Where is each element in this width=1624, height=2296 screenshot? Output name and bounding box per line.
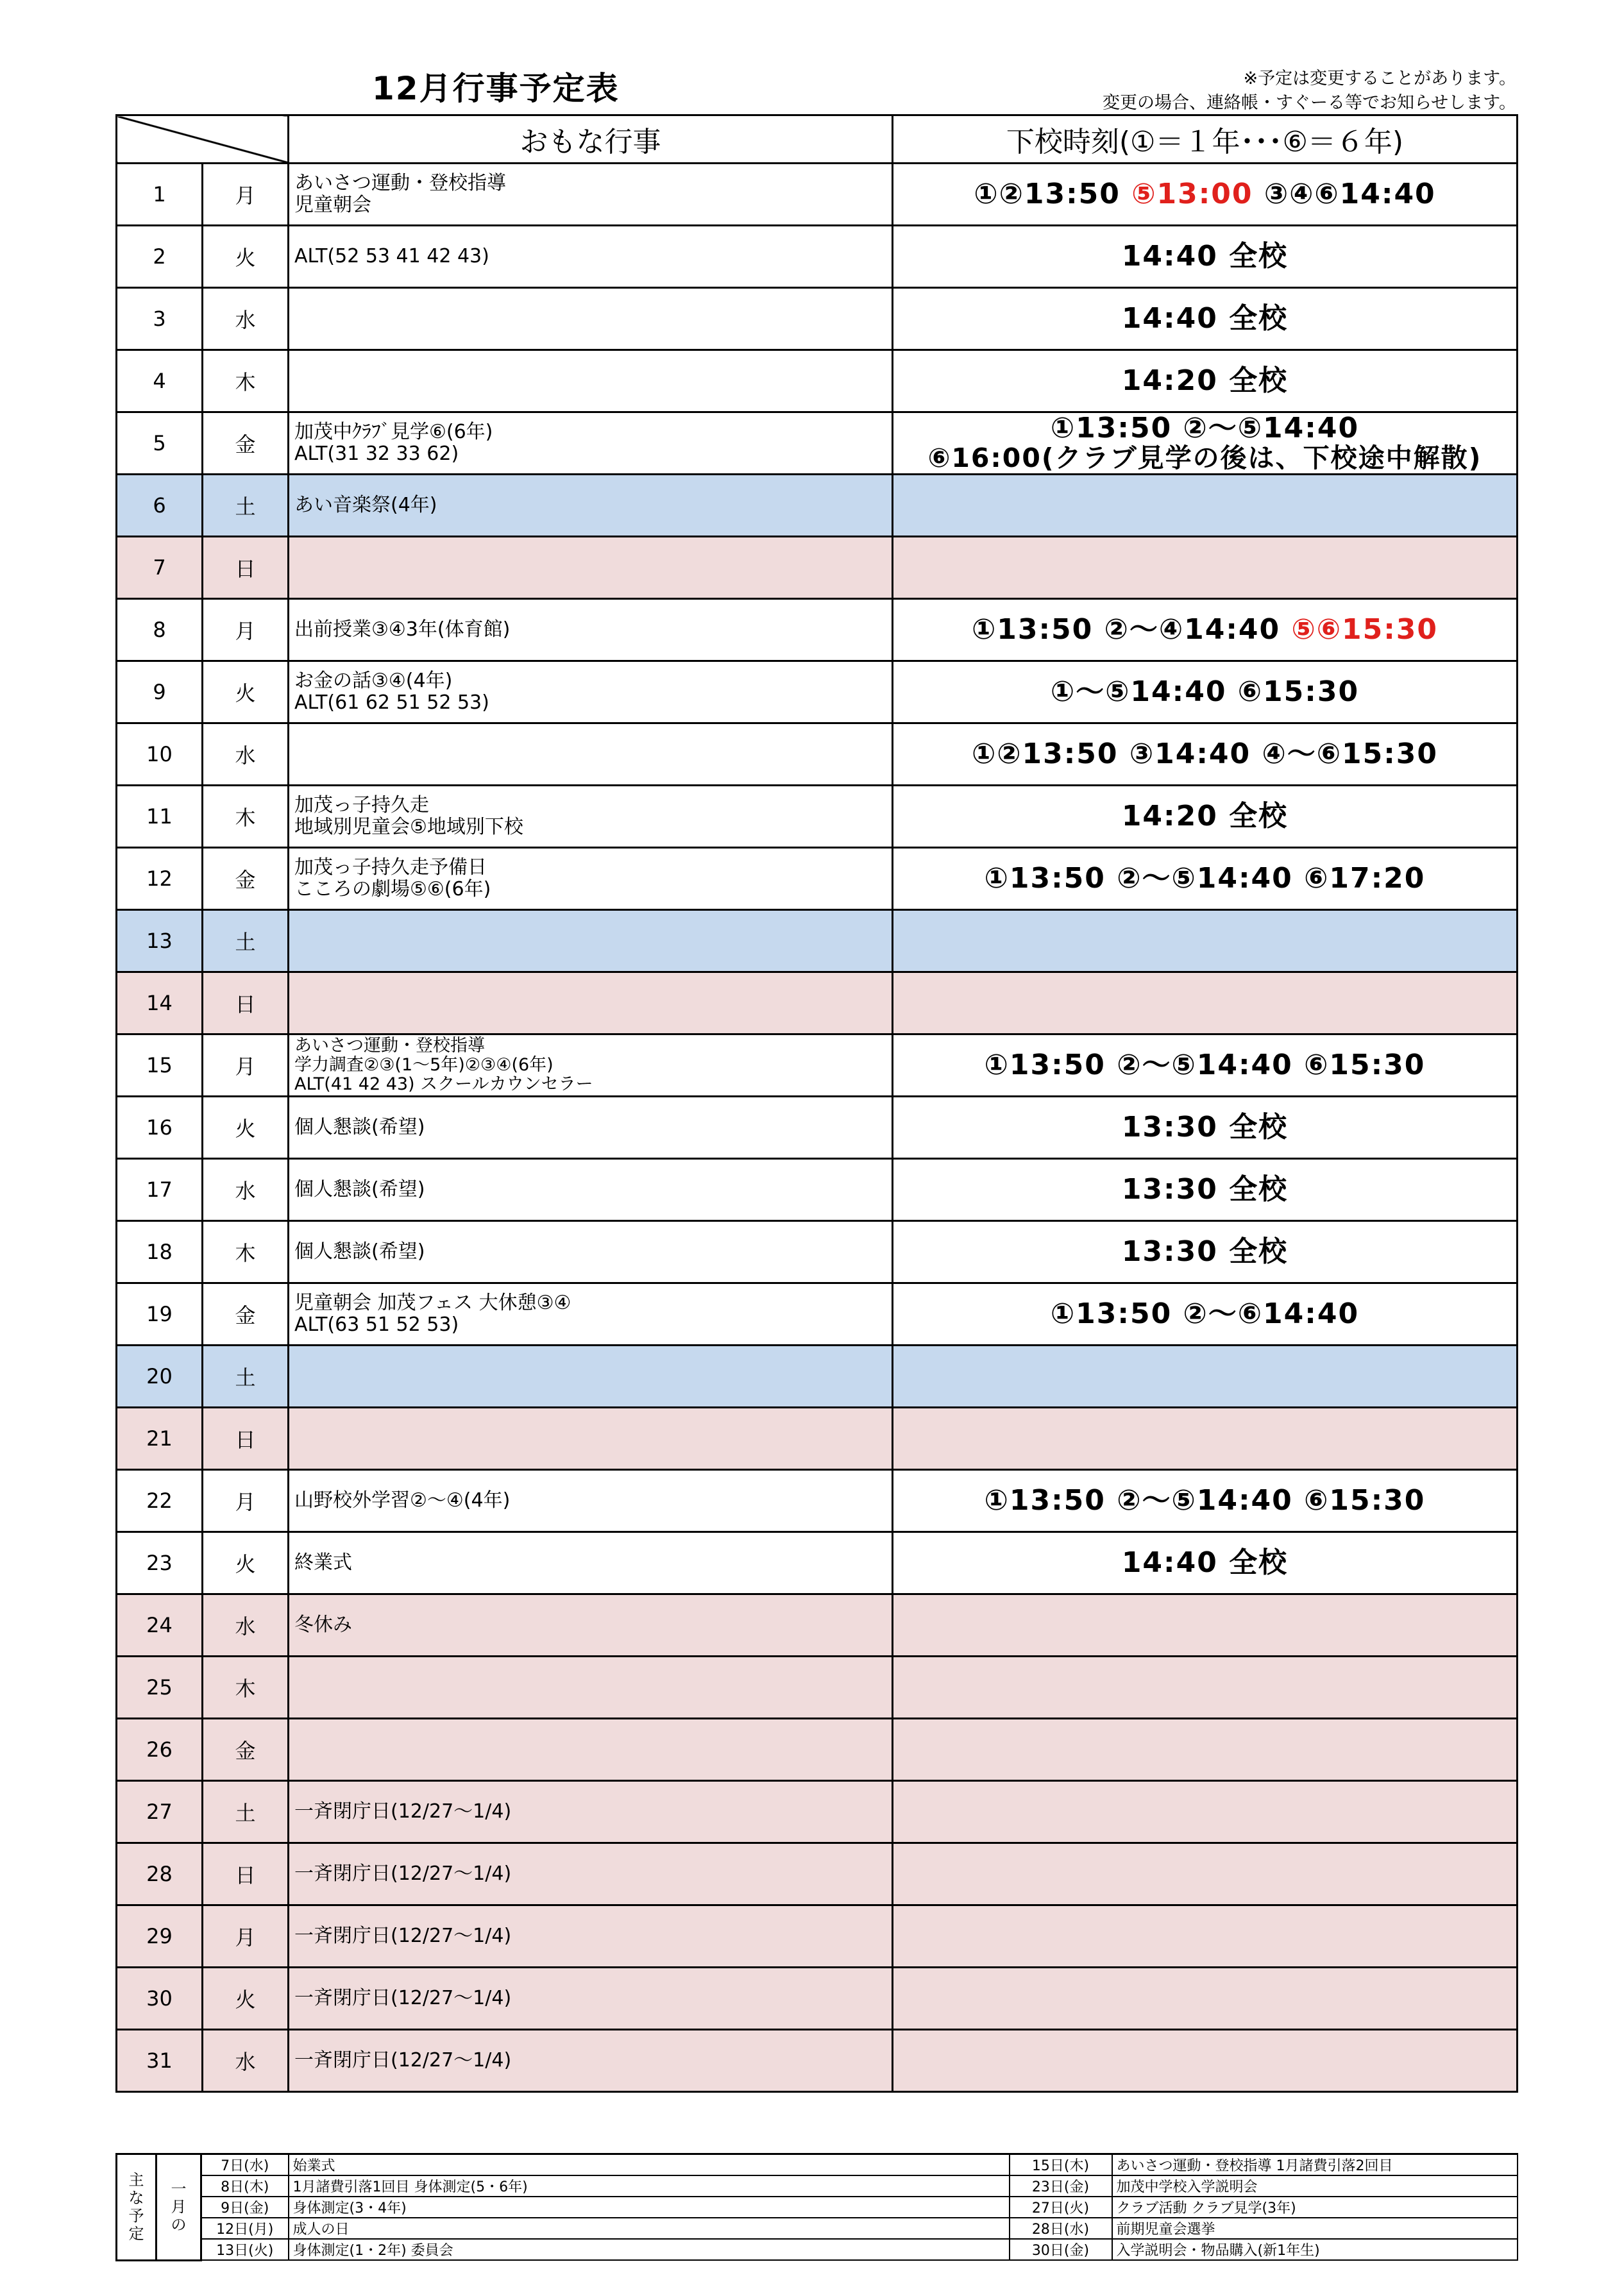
- day-weekday: 木: [203, 350, 289, 412]
- footer-event-left: 身体測定(3・4年): [289, 2197, 1010, 2218]
- header-row: [117, 115, 1518, 164]
- dismissal-time: ①13:50 ②～⑥14:40: [1050, 1297, 1360, 1330]
- event-line: 一斉閉庁日(12/27～1/4): [294, 1862, 512, 1885]
- day-weekday: 土: [203, 475, 289, 537]
- day-date: 20: [117, 1346, 203, 1408]
- day-date: 16: [117, 1097, 203, 1159]
- day-dismissal: [893, 1097, 1518, 1159]
- day-dismissal: [893, 1905, 1518, 1968]
- day-date: 30: [117, 1968, 203, 2030]
- footer-event-left: 始業式: [289, 2154, 1010, 2176]
- event-line: あいさつ運動・登校指導: [294, 172, 506, 194]
- day-row: [117, 723, 1518, 786]
- day-events: [289, 164, 893, 226]
- footer-event-right: クラブ活動 クラブ見学(3年): [1112, 2197, 1518, 2218]
- day-weekday: 水: [203, 288, 289, 350]
- day-dismissal: [893, 1408, 1518, 1470]
- day-weekday: 木: [203, 1221, 289, 1283]
- dismissal-time: 14:40 全校: [1121, 1546, 1289, 1579]
- footer-date-left: 8日(木): [201, 2175, 289, 2197]
- day-events: [289, 786, 893, 848]
- next-month-row: [117, 2154, 1518, 2176]
- event-line: 一斉閉庁日(12/27～1/4): [294, 1987, 512, 2009]
- footer-date-right: 30日(金): [1010, 2239, 1112, 2260]
- day-row: [117, 475, 1518, 537]
- event-line: ALT(63 51 52 53): [294, 1313, 459, 1336]
- day-weekday: 日: [203, 1843, 289, 1905]
- page-title: 12月行事予定表: [372, 70, 620, 107]
- day-weekday: 土: [203, 1781, 289, 1843]
- day-row: [117, 1097, 1518, 1159]
- event-line: 児童朝会 加茂フェス 大休憩③④: [294, 1292, 571, 1314]
- day-weekday: 火: [203, 1968, 289, 2030]
- day-date: 12: [117, 848, 203, 910]
- header-events: おもな行事: [289, 115, 893, 164]
- dismissal-line: [893, 864, 1516, 893]
- day-row: [117, 1594, 1518, 1657]
- day-dismissal: [893, 475, 1518, 537]
- day-date: 10: [117, 723, 203, 786]
- dismissal-line: [893, 366, 1516, 396]
- day-weekday: 金: [203, 1719, 289, 1781]
- footer-date-left: 13日(火): [201, 2239, 289, 2260]
- day-row: [117, 1781, 1518, 1843]
- day-events: [289, 1221, 893, 1283]
- day-weekday: 水: [203, 1159, 289, 1221]
- day-row: [117, 1159, 1518, 1221]
- day-weekday: 水: [203, 1594, 289, 1657]
- dismissal-line: [893, 414, 1516, 443]
- day-row: [117, 350, 1518, 412]
- day-dismissal: [893, 1159, 1518, 1221]
- event-line: 加茂っ子持久走: [294, 794, 429, 816]
- day-row: [117, 1843, 1518, 1905]
- footer-date-left: 12日(月): [201, 2218, 289, 2239]
- day-date: 18: [117, 1221, 203, 1283]
- day-date: 25: [117, 1657, 203, 1719]
- day-row: [117, 848, 1518, 910]
- event-line: ALT(31 32 33 62): [294, 443, 459, 465]
- day-events: [289, 350, 893, 412]
- day-date: 3: [117, 288, 203, 350]
- dismissal-line: [893, 1113, 1516, 1142]
- day-weekday: 金: [203, 1283, 289, 1346]
- label-char: 定: [128, 2225, 144, 2243]
- day-weekday: 火: [203, 661, 289, 723]
- dismissal-time: ①～⑤14:40 ⑥15:30: [1050, 675, 1360, 708]
- day-row: [117, 1221, 1518, 1283]
- day-date: 23: [117, 1532, 203, 1594]
- event-line: 一斉閉庁日(12/27～1/4): [294, 1800, 512, 1823]
- day-row: [117, 1657, 1518, 1719]
- day-dismissal: [893, 910, 1518, 972]
- day-row: [117, 2030, 1518, 2092]
- day-dismissal: [893, 2030, 1518, 2092]
- day-row: [117, 1408, 1518, 1470]
- dismissal-line: [893, 1299, 1516, 1329]
- label-char: な: [128, 2189, 144, 2207]
- event-line: 冬休み: [294, 1614, 352, 1636]
- day-events: [289, 1532, 893, 1594]
- day-date: 9: [117, 661, 203, 723]
- dismissal-time: ①13:50 ②～⑤14:40 ⑥15:30: [984, 1049, 1426, 1081]
- day-weekday: 火: [203, 1097, 289, 1159]
- day-weekday: 火: [203, 1532, 289, 1594]
- day-date: 11: [117, 786, 203, 848]
- footer-event-left: 1月諸費引落1回目 身体測定(5・6年): [289, 2175, 1010, 2197]
- dismissal-line: [893, 1486, 1516, 1515]
- day-weekday: 月: [203, 164, 289, 226]
- event-line: お金の話③④(4年): [294, 670, 453, 692]
- day-events: [289, 1781, 893, 1843]
- dismissal-line: [893, 1051, 1516, 1080]
- schedule-table: [115, 114, 1518, 2093]
- day-date: 4: [117, 350, 203, 412]
- day-events: [289, 848, 893, 910]
- day-dismissal: [893, 599, 1518, 661]
- day-events: [289, 1283, 893, 1346]
- next-month-row: [117, 2175, 1518, 2197]
- dismissal-line: [893, 304, 1516, 333]
- day-date: 31: [117, 2030, 203, 2092]
- event-line: 出前授業③④3年(体育館): [294, 618, 511, 641]
- dismissal-line: [893, 739, 1516, 769]
- dismissal-time: ①13:50 ②～④14:40: [971, 613, 1292, 646]
- event-line: 山野校外学習②～④(4年): [294, 1489, 511, 1512]
- day-date: 15: [117, 1034, 203, 1097]
- dismissal-line: [893, 443, 1516, 473]
- dismissal-time: 13:30 全校: [1121, 1173, 1289, 1206]
- dismissal-time: 13:30 全校: [1121, 1111, 1289, 1144]
- event-line: 加茂っ子持久走予備日: [294, 856, 487, 879]
- footer-event-right: 加茂中学校入学説明会: [1112, 2175, 1518, 2197]
- day-dismissal: [893, 288, 1518, 350]
- day-dismissal: [893, 661, 1518, 723]
- day-events: [289, 910, 893, 972]
- day-row: [117, 910, 1518, 972]
- event-line: ALT(61 62 51 52 53): [294, 691, 489, 714]
- day-weekday: 月: [203, 599, 289, 661]
- dismissal-time: ①13:50 ②～⑤14:40 ⑥17:20: [984, 862, 1426, 895]
- day-events: [289, 1657, 893, 1719]
- day-date: 27: [117, 1781, 203, 1843]
- event-line: 児童朝会: [294, 194, 371, 216]
- event-line: ALT(52 53 41 42 43): [294, 245, 489, 267]
- day-date: 5: [117, 412, 203, 475]
- day-date: 17: [117, 1159, 203, 1221]
- day-row: [117, 1034, 1518, 1097]
- dismissal-time: ③④⑥14:40: [1253, 178, 1436, 210]
- dismissal-line: [893, 615, 1516, 645]
- day-events: [289, 1034, 893, 1097]
- day-row: [117, 537, 1518, 599]
- label-char: の: [171, 2216, 187, 2234]
- footer-event-right: あいさつ運動・登校指導 1月諸費引落2回目: [1112, 2154, 1518, 2176]
- footer-event-right: 入学説明会・物品購入(新1年生): [1112, 2239, 1518, 2260]
- next-month-row: [117, 2239, 1518, 2260]
- day-weekday: 水: [203, 2030, 289, 2092]
- event-line: 一斉閉庁日(12/27～1/4): [294, 2049, 512, 2072]
- event-line: 個人懇談(希望): [294, 1116, 425, 1138]
- day-date: 21: [117, 1408, 203, 1470]
- footer-date-right: 15日(木): [1010, 2154, 1112, 2176]
- footer-label-month: [156, 2154, 201, 2261]
- day-events: [289, 972, 893, 1034]
- day-dismissal: [893, 1346, 1518, 1408]
- event-line: 個人懇談(希望): [294, 1178, 425, 1201]
- day-row: [117, 1346, 1518, 1408]
- day-date: 1: [117, 164, 203, 226]
- dismissal-line: [893, 180, 1516, 209]
- day-dismissal: [893, 1470, 1518, 1532]
- day-events: [289, 537, 893, 599]
- dismissal-line: [893, 677, 1516, 707]
- day-weekday: 木: [203, 1657, 289, 1719]
- header-corner: [117, 115, 289, 164]
- day-events: [289, 1968, 893, 2030]
- day-dismissal: [893, 1657, 1518, 1719]
- day-events: [289, 599, 893, 661]
- day-events: [289, 288, 893, 350]
- day-events: [289, 1470, 893, 1532]
- day-row: [117, 1283, 1518, 1346]
- header-dismissal: 下校時刻(①＝１年･･･⑥＝６年): [893, 115, 1518, 164]
- day-row: [117, 972, 1518, 1034]
- day-dismissal: [893, 350, 1518, 412]
- footer-date-left: 7日(水): [201, 2154, 289, 2176]
- day-events: [289, 2030, 893, 2092]
- event-line: あい音楽祭(4年): [294, 494, 437, 516]
- dismissal-time: ⑥16:00(クラブ見学の後は、下校途中解散): [927, 443, 1482, 473]
- day-events: [289, 1905, 893, 1968]
- day-row: [117, 1905, 1518, 1968]
- footer-date-left: 9日(金): [201, 2197, 289, 2218]
- day-events: [289, 475, 893, 537]
- dismissal-time-changed: ⑤13:00: [1131, 178, 1253, 210]
- day-row: [117, 786, 1518, 848]
- event-line: 加茂中ｸﾗﾌﾞ見学⑥(6年): [294, 421, 493, 443]
- dismissal-time-changed: ⑤⑥15:30: [1291, 613, 1439, 646]
- day-date: 28: [117, 1843, 203, 1905]
- schedule-body: [117, 115, 1518, 2092]
- day-row: [117, 1968, 1518, 2030]
- day-events: [289, 226, 893, 288]
- change-notice: ※予定は変更することがあります。: [1243, 69, 1516, 89]
- day-dismissal: [893, 786, 1518, 848]
- day-dismissal: [893, 1843, 1518, 1905]
- day-date: 2: [117, 226, 203, 288]
- next-month-row: [117, 2218, 1518, 2239]
- next-month-body: [117, 2154, 1518, 2261]
- day-row: [117, 412, 1518, 475]
- day-events: [289, 1346, 893, 1408]
- day-events: [289, 1408, 893, 1470]
- day-weekday: 金: [203, 412, 289, 475]
- footer-date-right: 27日(火): [1010, 2197, 1112, 2218]
- event-line: あいさつ運動・登校指導: [294, 1036, 485, 1056]
- label-char: 月: [171, 2198, 187, 2216]
- day-weekday: 日: [203, 537, 289, 599]
- label-char: 予: [128, 2207, 144, 2225]
- dismissal-time: ①13:50 ②～⑤14:40: [1050, 412, 1360, 444]
- day-date: 13: [117, 910, 203, 972]
- day-weekday: 火: [203, 226, 289, 288]
- day-weekday: 土: [203, 1346, 289, 1408]
- label-char: 一: [171, 2180, 187, 2199]
- day-weekday: 土: [203, 910, 289, 972]
- day-date: 24: [117, 1594, 203, 1657]
- day-dismissal: [893, 848, 1518, 910]
- dismissal-time: 13:30 全校: [1121, 1235, 1289, 1268]
- event-line: こころの劇場⑤⑥(6年): [294, 878, 491, 900]
- day-date: 8: [117, 599, 203, 661]
- day-dismissal: [893, 226, 1518, 288]
- day-row: [117, 288, 1518, 350]
- event-line: 一斉閉庁日(12/27～1/4): [294, 1925, 512, 1947]
- event-line: 地域別児童会⑤地域別下校: [294, 816, 523, 838]
- day-dismissal: [893, 412, 1518, 475]
- day-dismissal: [893, 1283, 1518, 1346]
- day-events: [289, 1097, 893, 1159]
- day-row: [117, 164, 1518, 226]
- day-events: [289, 1159, 893, 1221]
- dismissal-time: ①②13:50 ③14:40 ④～⑥15:30: [971, 738, 1439, 770]
- day-date: 6: [117, 475, 203, 537]
- day-weekday: 月: [203, 1905, 289, 1968]
- day-weekday: 日: [203, 1408, 289, 1470]
- day-weekday: 月: [203, 1034, 289, 1097]
- day-dismissal: [893, 1221, 1518, 1283]
- day-date: 29: [117, 1905, 203, 1968]
- day-date: 14: [117, 972, 203, 1034]
- label-char: 主: [128, 2171, 144, 2190]
- day-date: 22: [117, 1470, 203, 1532]
- dismissal-time: 14:40 全校: [1121, 302, 1289, 335]
- day-events: [289, 1719, 893, 1781]
- footer-event-left: 成人の日: [289, 2218, 1010, 2239]
- day-dismissal: [893, 537, 1518, 599]
- footer-date-right: 23日(金): [1010, 2175, 1112, 2197]
- day-dismissal: [893, 1532, 1518, 1594]
- dismissal-line: [893, 1548, 1516, 1578]
- footer-label-main: [117, 2154, 156, 2261]
- day-weekday: 日: [203, 972, 289, 1034]
- day-weekday: 木: [203, 786, 289, 848]
- dismissal-time: 14:20 全校: [1121, 364, 1289, 397]
- dismissal-line: [893, 242, 1516, 271]
- day-dismissal: [893, 1781, 1518, 1843]
- day-row: [117, 661, 1518, 723]
- footer-date-right: 28日(水): [1010, 2218, 1112, 2239]
- day-row: [117, 599, 1518, 661]
- day-dismissal: [893, 1594, 1518, 1657]
- day-dismissal: [893, 164, 1518, 226]
- next-month-schedule: [115, 2153, 1518, 2261]
- day-events: [289, 661, 893, 723]
- dismissal-line: [893, 802, 1516, 831]
- day-dismissal: [893, 972, 1518, 1034]
- footer-event-left: 身体測定(1・2年) 委員会: [289, 2239, 1010, 2260]
- day-weekday: 金: [203, 848, 289, 910]
- day-row: [117, 1532, 1518, 1594]
- day-dismissal: [893, 1034, 1518, 1097]
- footer-event-right: 前期児童会選挙: [1112, 2218, 1518, 2239]
- event-line: 個人懇談(希望): [294, 1240, 425, 1263]
- event-line: ALT(41 42 43) スクールカウンセラー: [294, 1074, 593, 1094]
- event-line: 学力調査②③(1～5年)②③④(6年): [294, 1055, 554, 1075]
- dismissal-time: 14:20 全校: [1121, 800, 1289, 832]
- day-events: [289, 412, 893, 475]
- event-line: 終業式: [294, 1551, 352, 1574]
- day-date: 26: [117, 1719, 203, 1781]
- day-dismissal: [893, 723, 1518, 786]
- day-row: [117, 226, 1518, 288]
- dismissal-time: 14:40 全校: [1121, 240, 1289, 273]
- day-weekday: 月: [203, 1470, 289, 1532]
- day-dismissal: [893, 1968, 1518, 2030]
- dismissal-time: ①②13:50: [974, 178, 1132, 210]
- dismissal-time: ①13:50 ②～⑤14:40 ⑥15:30: [984, 1484, 1426, 1517]
- dismissal-line: [893, 1237, 1516, 1267]
- day-date: 19: [117, 1283, 203, 1346]
- day-date: 7: [117, 537, 203, 599]
- day-row: [117, 1719, 1518, 1781]
- day-row: [117, 1470, 1518, 1532]
- day-events: [289, 1843, 893, 1905]
- contact-notice: 変更の場合、連絡帳・すぐーる等でお知らせします。: [1102, 93, 1516, 113]
- next-month-row: [117, 2197, 1518, 2218]
- dismissal-line: [893, 1175, 1516, 1204]
- day-events: [289, 1594, 893, 1657]
- day-events: [289, 723, 893, 786]
- day-dismissal: [893, 1719, 1518, 1781]
- day-weekday: 水: [203, 723, 289, 786]
